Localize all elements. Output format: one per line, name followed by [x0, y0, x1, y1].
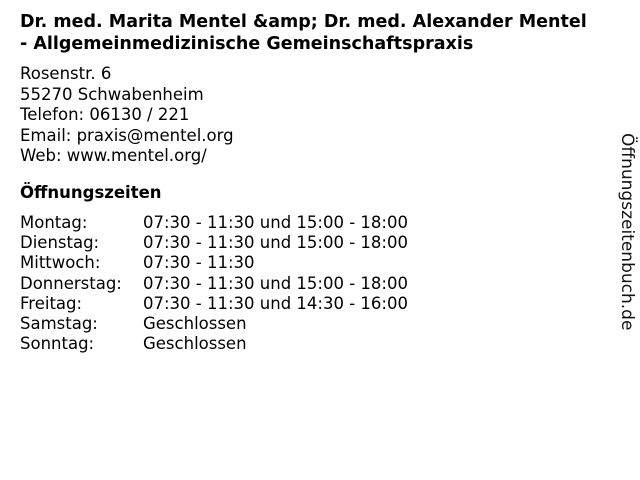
hours-row-friday	[20, 294, 408, 314]
day-label: Donnerstag:	[20, 273, 122, 293]
hours-row-wednesday	[20, 253, 408, 273]
email-address: Email: praxis@mentel.org	[20, 125, 234, 145]
phone-number: Telefon: 06130 / 221	[20, 105, 190, 124]
street-address: Rosenstr. 6	[20, 64, 112, 83]
day-label: Samstag:	[20, 314, 98, 334]
day-label: Sonntag:	[20, 334, 95, 354]
day-hours: 07:30 - 11:30 und 15:00 - 18:00	[143, 213, 408, 232]
day-label: Mittwoch:	[20, 253, 101, 273]
hours-row-tuesday	[20, 233, 408, 253]
city-address: 55270 Schwabenheim	[20, 84, 204, 104]
hours-row-sunday	[20, 334, 408, 354]
site-brand-vertical: Öffnungszeitenbuch.de	[617, 133, 637, 331]
contact-block	[20, 64, 234, 167]
day-label: Montag:	[20, 213, 88, 232]
opening-hours-table	[20, 213, 408, 354]
day-hours: 07:30 - 11:30 und 15:00 - 18:00	[143, 233, 408, 253]
day-hours: Geschlossen	[143, 314, 247, 334]
opening-hours-heading: Öffnungszeiten	[20, 183, 162, 202]
day-label: Dienstag:	[20, 233, 100, 253]
day-hours: 07:30 - 11:30	[143, 253, 255, 273]
hours-row-saturday	[20, 314, 408, 334]
hours-row-monday	[20, 213, 408, 233]
day-label: Freitag:	[20, 293, 83, 313]
day-hours: 07:30 - 11:30 und 14:30 - 16:00	[143, 293, 408, 313]
website-address: Web: www.mentel.org/	[20, 146, 207, 165]
practice-title: Dr. med. Marita Mentel &amp; Dr. med. Alexander Mentel - Allgemeinmedizinische Gemeinschaftspraxis	[20, 12, 587, 54]
hours-row-thursday	[20, 274, 408, 294]
day-hours: 07:30 - 11:30 und 15:00 - 18:00	[143, 273, 408, 293]
day-hours: Geschlossen	[143, 334, 247, 354]
